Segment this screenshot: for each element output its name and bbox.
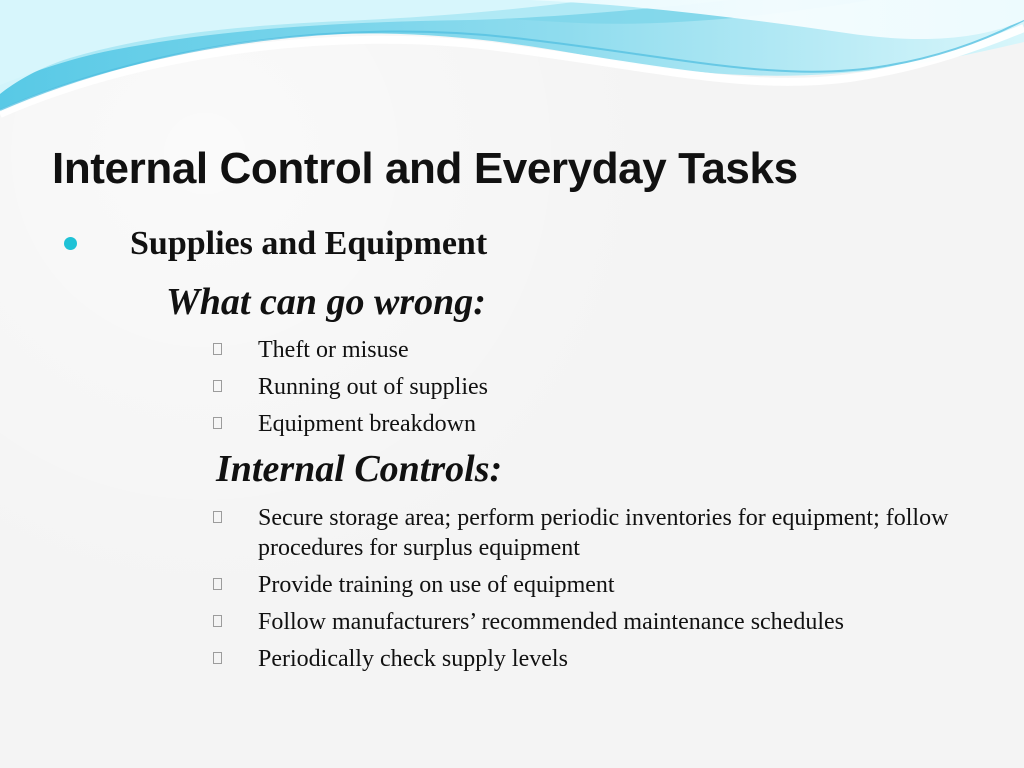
decorative-wave-header bbox=[0, 0, 1024, 125]
list-item-text: Periodically check supply levels bbox=[258, 646, 568, 672]
square-marker-icon bbox=[213, 652, 222, 664]
list-item bbox=[212, 409, 952, 439]
what-can-go-wrong-list bbox=[212, 335, 952, 446]
internal-controls-list bbox=[212, 503, 952, 681]
square-marker-icon bbox=[213, 343, 222, 355]
list-item bbox=[212, 644, 952, 674]
square-marker-icon bbox=[213, 380, 222, 392]
square-marker-icon bbox=[213, 578, 222, 590]
list-item-text: Provide training on use of equipment bbox=[258, 572, 615, 598]
list-item-text: Secure storage area; perform periodic inventories for equipment; follow procedures for surplus equipment bbox=[258, 505, 949, 561]
square-marker-icon bbox=[213, 511, 222, 523]
section-label-internal-controls: Internal Controls: bbox=[216, 448, 503, 490]
list-item bbox=[212, 503, 952, 563]
list-item-text: Follow manufacturers’ recommended maintenance schedules bbox=[258, 609, 844, 635]
square-marker-icon bbox=[213, 615, 222, 627]
list-item bbox=[212, 335, 952, 365]
subheading-supplies-and-equipment: Supplies and Equipment bbox=[130, 225, 488, 262]
list-item-text: Equipment breakdown bbox=[258, 411, 476, 437]
section-label-what-can-go-wrong: What can go wrong: bbox=[166, 281, 486, 323]
slide-title: Internal Control and Everyday Tasks bbox=[52, 144, 798, 193]
list-item-text: Theft or misuse bbox=[258, 337, 409, 363]
list-item-text: Running out of supplies bbox=[258, 374, 489, 400]
square-marker-icon bbox=[213, 417, 222, 429]
list-item bbox=[212, 372, 952, 402]
filled-circle-bullet-icon bbox=[64, 237, 77, 250]
list-item bbox=[212, 570, 952, 600]
list-item bbox=[212, 607, 952, 637]
